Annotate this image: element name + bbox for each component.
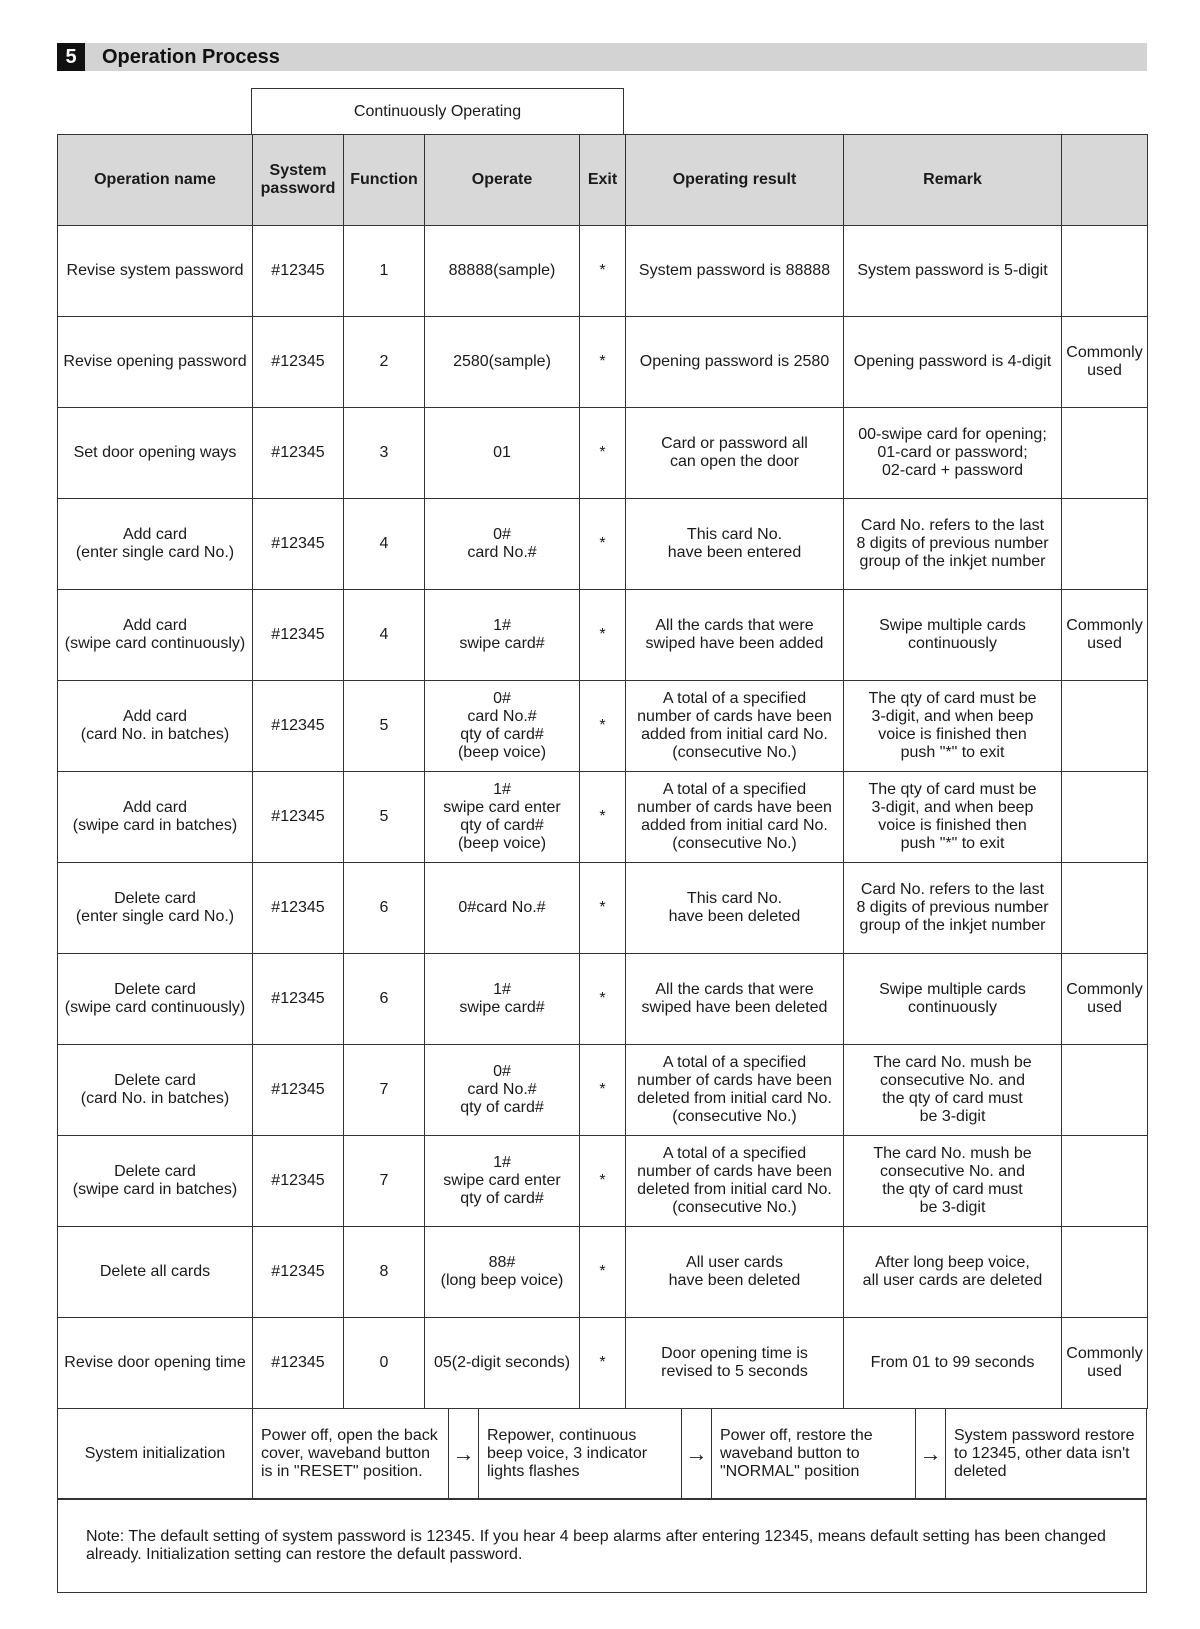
table-row (58, 863, 1148, 954)
row-operate: 1# swipe card# (425, 954, 580, 1045)
row-exit: * (580, 1136, 626, 1227)
row-system-password: #12345 (253, 1045, 344, 1136)
header-extra (1062, 135, 1148, 226)
row-remark: The card No. mush be consecutive No. and the qty of card must be 3-digit (844, 1045, 1062, 1136)
row-operate: 2580(sample) (425, 317, 580, 408)
continuously-operating-label: Continuously Operating (251, 88, 624, 134)
row-system-password: #12345 (253, 681, 344, 772)
row-operation-name: Delete card (swipe card in batches) (58, 1136, 253, 1227)
row-exit: * (580, 499, 626, 590)
arrow-right-icon: → (449, 1409, 479, 1499)
arrow-right-icon: → (916, 1409, 946, 1499)
row-system-password: #12345 (253, 772, 344, 863)
row-operation-name: Revise door opening time (58, 1318, 253, 1409)
row-system-password: #12345 (253, 954, 344, 1045)
system-initialization-row (57, 1409, 1147, 1499)
row-note (1062, 1045, 1148, 1136)
row-operation-name: Delete card (enter single card No.) (58, 863, 253, 954)
row-operation-name: Delete card (card No. in batches) (58, 1045, 253, 1136)
row-function: 4 (344, 499, 425, 590)
row-operate: 0# card No.# qty of card# (beep voice) (425, 681, 580, 772)
row-remark: Swipe multiple cards continuously (844, 954, 1062, 1045)
row-system-password: #12345 (253, 317, 344, 408)
init-step-1: Power off, open the back cover, waveband button is in "RESET" position. (253, 1409, 449, 1499)
header-remark: Remark (844, 135, 1062, 226)
row-function: 7 (344, 1045, 425, 1136)
row-remark: Swipe multiple cards continuously (844, 590, 1062, 681)
row-exit: * (580, 590, 626, 681)
row-remark: System password is 5-digit (844, 226, 1062, 317)
row-operation-name: Add card (card No. in batches) (58, 681, 253, 772)
row-operation-name: Add card (swipe card continuously) (58, 590, 253, 681)
row-operating-result: System password is 88888 (626, 226, 844, 317)
header-function: Function (344, 135, 425, 226)
row-exit: * (580, 1227, 626, 1318)
table-row (58, 681, 1148, 772)
row-note: Commonly used (1062, 954, 1148, 1045)
header-operation-name: Operation name (58, 135, 253, 226)
table-row (58, 1227, 1148, 1318)
row-operating-result: A total of a specified number of cards have been added from initial card No. (consecutive No.) (626, 772, 844, 863)
header-exit: Exit (580, 135, 626, 226)
init-step-4: System password restore to 12345, other data isn't deleted (954, 1427, 1135, 1480)
section-number: 5 (57, 43, 85, 71)
row-system-password: #12345 (253, 863, 344, 954)
row-system-password: #12345 (253, 1318, 344, 1409)
row-note (1062, 226, 1148, 317)
row-function: 3 (344, 408, 425, 499)
row-operation-name: Add card (swipe card in batches) (58, 772, 253, 863)
row-function: 7 (344, 1136, 425, 1227)
row-function: 1 (344, 226, 425, 317)
row-remark: After long beep voice, all user cards are deleted (844, 1227, 1062, 1318)
row-operate: 01 (425, 408, 580, 499)
row-operating-result: This card No. have been entered (626, 499, 844, 590)
row-operating-result: All the cards that were swiped have been added (626, 590, 844, 681)
row-operate: 88# (long beep voice) (425, 1227, 580, 1318)
row-operate: 88888(sample) (425, 226, 580, 317)
row-function: 6 (344, 954, 425, 1045)
row-note (1062, 1227, 1148, 1318)
row-remark: The qty of card must be 3-digit, and when beep voice is finished then push "*" to exit (844, 681, 1062, 772)
row-operate: 1# swipe card# (425, 590, 580, 681)
table-row (58, 954, 1148, 1045)
row-exit: * (580, 954, 626, 1045)
row-operation-name: Revise system password (58, 226, 253, 317)
table-row (58, 317, 1148, 408)
row-operating-result: Door opening time is revised to 5 seconds (626, 1318, 844, 1409)
init-step-3: Power off, restore the waveband button to "NORMAL" position (712, 1409, 916, 1499)
row-operating-result: All user cards have been deleted (626, 1227, 844, 1318)
row-operation-name: Add card (enter single card No.) (58, 499, 253, 590)
row-operation-name: Delete card (swipe card continuously) (58, 954, 253, 1045)
header-system-password: System password (253, 135, 344, 226)
row-operating-result: This card No. have been deleted (626, 863, 844, 954)
row-operating-result: Opening password is 2580 (626, 317, 844, 408)
row-system-password: #12345 (253, 1227, 344, 1318)
table-row (58, 772, 1148, 863)
table-row (58, 408, 1148, 499)
table-row (58, 590, 1148, 681)
row-system-password: #12345 (253, 1136, 344, 1227)
table-row (58, 1136, 1148, 1227)
row-remark: The qty of card must be 3-digit, and when beep voice is finished then push "*" to exit (844, 772, 1062, 863)
row-exit: * (580, 1045, 626, 1136)
row-function: 4 (344, 590, 425, 681)
row-system-password: #12345 (253, 226, 344, 317)
row-function: 5 (344, 772, 425, 863)
row-note: Commonly used (1062, 590, 1148, 681)
row-operating-result: A total of a specified number of cards have been added from initial card No. (consecutive No.) (626, 681, 844, 772)
row-function: 5 (344, 681, 425, 772)
table-row (58, 1318, 1148, 1409)
table-row (58, 1045, 1148, 1136)
row-operate: 1# swipe card enter qty of card# (425, 1136, 580, 1227)
section-title: Operation Process (102, 46, 280, 68)
row-operate: 1# swipe card enter qty of card# (beep voice) (425, 772, 580, 863)
row-operating-result: A total of a specified number of cards have been deleted from initial card No. (consecutive No.) (626, 1045, 844, 1136)
row-exit: * (580, 1318, 626, 1409)
init-name: System initialization (58, 1409, 253, 1499)
row-note: Commonly used (1062, 317, 1148, 408)
row-function: 0 (344, 1318, 425, 1409)
header-operate: Operate (425, 135, 580, 226)
header-operating-result: Operating result (626, 135, 844, 226)
arrow-right-icon: → (682, 1409, 712, 1499)
row-operate: 0# card No.# qty of card# (425, 1045, 580, 1136)
row-remark: The card No. mush be consecutive No. and the qty of card must be 3-digit (844, 1136, 1062, 1227)
row-operating-result: Card or password all can open the door (626, 408, 844, 499)
row-note (1062, 408, 1148, 499)
row-operate: 0# card No.# (425, 499, 580, 590)
init-step-2: Repower, continuous beep voice, 3 indicator lights flashes (479, 1409, 682, 1499)
row-function: 8 (344, 1227, 425, 1318)
row-operation-name: Delete all cards (58, 1227, 253, 1318)
operation-table (57, 134, 1148, 1409)
row-exit: * (580, 317, 626, 408)
row-system-password: #12345 (253, 590, 344, 681)
row-exit: * (580, 681, 626, 772)
table-row (58, 226, 1148, 317)
row-exit: * (580, 863, 626, 954)
row-operate: 0#card No.# (425, 863, 580, 954)
row-remark: Opening password is 4-digit (844, 317, 1062, 408)
row-note (1062, 772, 1148, 863)
row-note (1062, 1136, 1148, 1227)
row-remark: 00-swipe card for opening; 01-card or password; 02-card + password (844, 408, 1062, 499)
note-text: Note: The default setting of system password is 12345. If you hear 4 beep alarms after entering 12345, means default setting has been changed already. Initialization setting can restore the default password. (57, 1499, 1147, 1593)
row-function: 2 (344, 317, 425, 408)
row-remark: From 01 to 99 seconds (844, 1318, 1062, 1409)
row-function: 6 (344, 863, 425, 954)
row-system-password: #12345 (253, 408, 344, 499)
row-operate: 05(2-digit seconds) (425, 1318, 580, 1409)
row-system-password: #12345 (253, 499, 344, 590)
row-remark: Card No. refers to the last 8 digits of previous number group of the inkjet number (844, 863, 1062, 954)
row-exit: * (580, 772, 626, 863)
row-exit: * (580, 226, 626, 317)
row-note (1062, 863, 1148, 954)
row-remark: Card No. refers to the last 8 digits of previous number group of the inkjet number (844, 499, 1062, 590)
row-exit: * (580, 408, 626, 499)
row-operation-name: Revise opening password (58, 317, 253, 408)
table-row (58, 499, 1148, 590)
row-operation-name: Set door opening ways (58, 408, 253, 499)
row-note: Commonly used (1062, 1318, 1148, 1409)
row-note (1062, 681, 1148, 772)
table-header-row (58, 135, 1148, 226)
row-operating-result: A total of a specified number of cards have been deleted from initial card No. (consecutive No.) (626, 1136, 844, 1227)
row-operating-result: All the cards that were swiped have been deleted (626, 954, 844, 1045)
row-note (1062, 499, 1148, 590)
